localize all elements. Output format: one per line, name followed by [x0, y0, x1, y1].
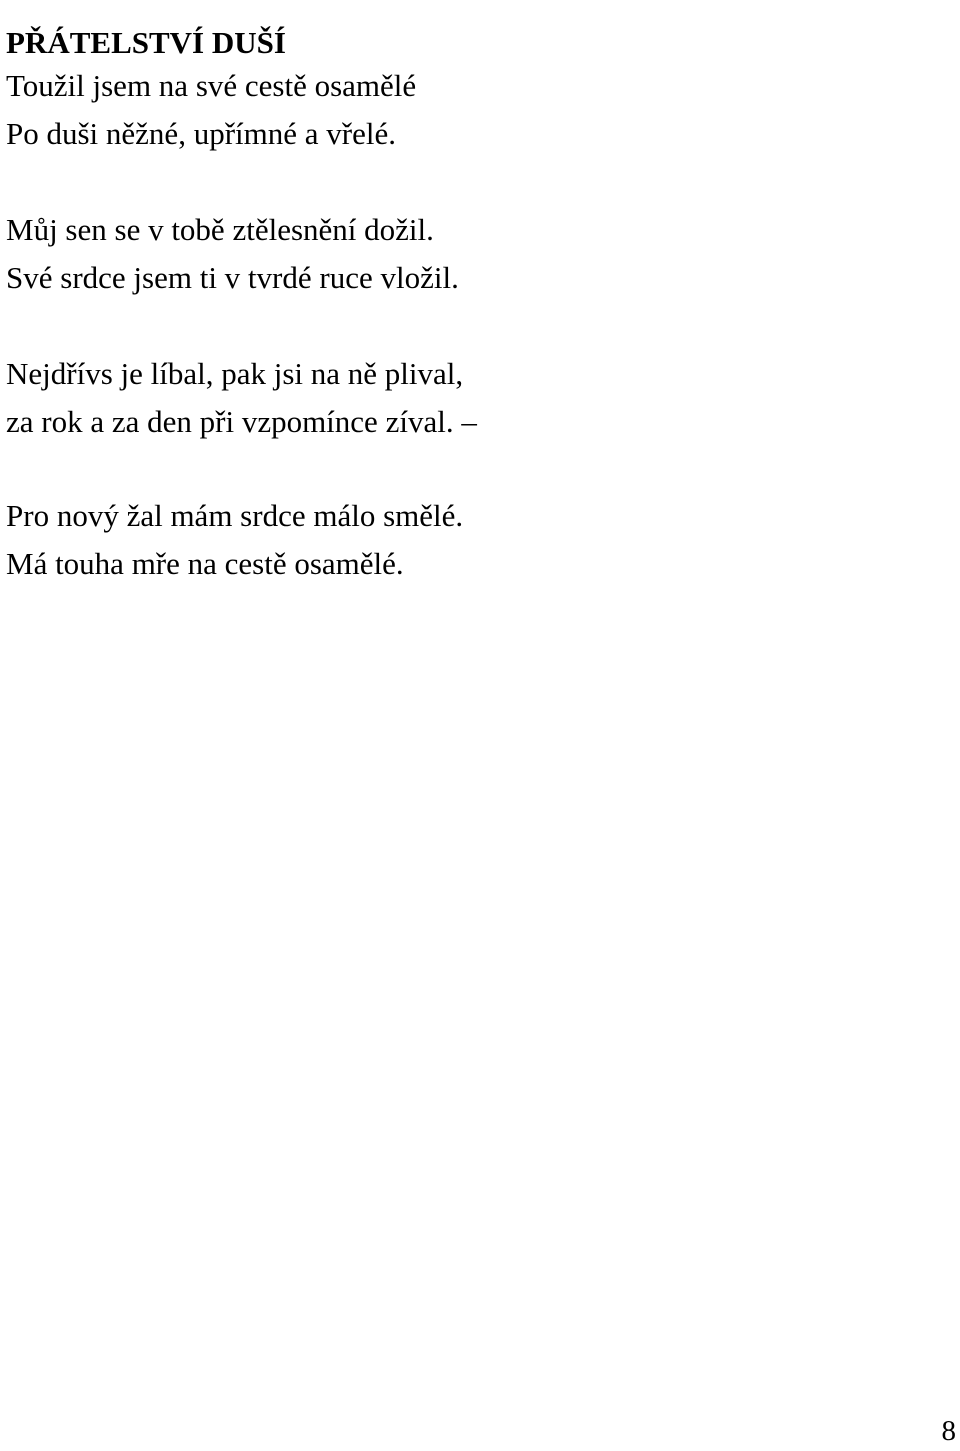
poem-line: Můj sen se v tobě ztělesnění dožil. — [6, 212, 434, 247]
poem-line: za rok a za den při vzpomínce zíval. – — [6, 404, 477, 439]
poem-line: Nejdřívs je líbal, pak jsi na ně plival, — [6, 356, 464, 391]
poem-line: Po duši něžné, upřímné a vřelé. — [6, 116, 396, 151]
poem-title: PŘÁTELSTVÍ DUŠÍ — [6, 24, 286, 60]
poem-line: Toužil jsem na své cestě osamělé — [6, 68, 417, 103]
poem-line: Pro nový žal mám srdce málo smělé. — [6, 498, 464, 533]
poem-line: Má touha mře na cestě osamělé. — [6, 546, 404, 581]
poem-line: Své srdce jsem ti v tvrdé ruce vložil. — [6, 260, 459, 295]
page-number: 8 — [941, 1415, 956, 1447]
